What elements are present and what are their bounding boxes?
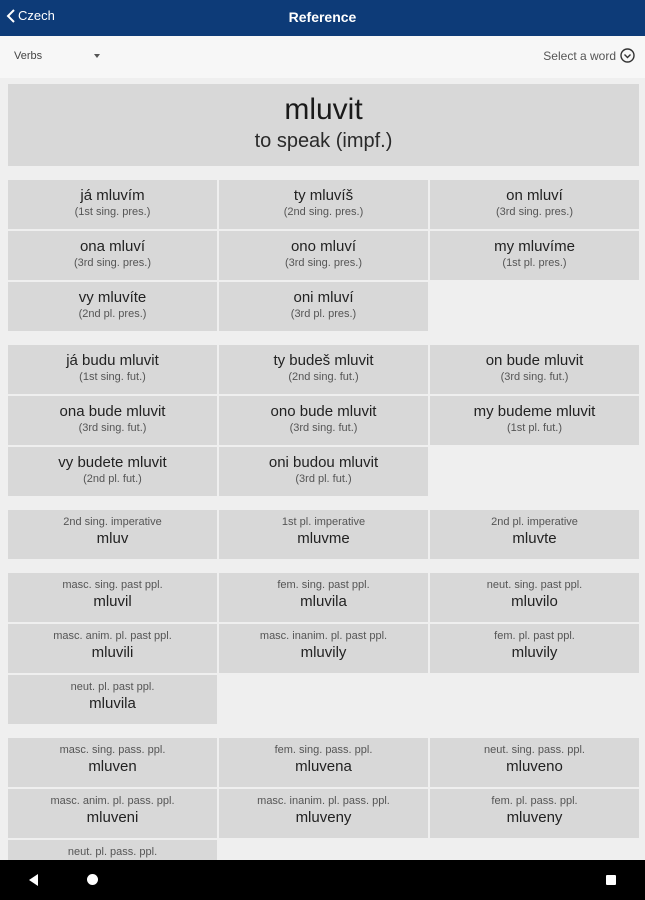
form-text: ona mluví: [79, 238, 146, 255]
system-nav-bar: [0, 860, 645, 900]
form-text: mluven: [88, 758, 137, 775]
form-text: ona bude mluvit: [59, 403, 166, 420]
nav-recents-icon[interactable]: [606, 875, 616, 885]
form-text: já budu mluvit: [66, 352, 159, 369]
conjugation-cell[interactable]: [8, 180, 217, 229]
form-label: neut. pl. pass. ppl.: [67, 846, 158, 858]
form-label: 2nd sing. imperative: [63, 516, 162, 528]
form-label: masc. sing. past ppl.: [62, 579, 163, 591]
conjugation-cell[interactable]: [219, 282, 428, 331]
conjugation-cell[interactable]: [8, 396, 217, 445]
conjugation-cell[interactable]: [219, 231, 428, 280]
conjugation-cell[interactable]: [8, 789, 217, 838]
conjugation-cell[interactable]: [430, 624, 639, 673]
form-label: (3rd pl. fut.): [295, 473, 352, 485]
form-label: masc. inanim. pl. past ppl.: [259, 630, 388, 642]
form-label: fem. pl. pass. ppl.: [491, 795, 578, 807]
conjugation-sections: [8, 180, 639, 889]
form-text: mluvili: [91, 644, 134, 661]
form-text: vy budete mluvit: [58, 454, 167, 471]
form-label: (2nd sing. pres.): [283, 206, 364, 218]
form-label: masc. anim. pl. past ppl.: [53, 630, 172, 642]
form-label: masc. anim. pl. pass. ppl.: [50, 795, 175, 807]
form-label: (3rd sing. fut.): [500, 371, 569, 383]
conjugation-cell[interactable]: [8, 675, 217, 724]
conjugation-grid: [8, 510, 639, 559]
back-label: Czech: [18, 8, 55, 23]
form-text: my budeme mluvit: [473, 403, 596, 420]
form-text: mluvena: [295, 758, 352, 775]
form-text: mluv: [96, 530, 129, 547]
form-text: já mluvím: [80, 187, 145, 204]
form-label: masc. inanim. pl. pass. ppl.: [257, 795, 390, 807]
conjugation-cell[interactable]: [8, 447, 217, 496]
conjugation-cell[interactable]: [430, 573, 639, 622]
form-text: ty mluvíš: [293, 187, 354, 204]
form-label: (3rd sing. pres.): [284, 257, 363, 269]
form-label: (1st sing. pres.): [74, 206, 151, 218]
form-text: my mluvíme: [494, 238, 575, 255]
form-text: mluvil: [93, 593, 132, 610]
filter-bar: [0, 36, 645, 78]
form-text: mluvila: [89, 695, 136, 712]
form-text: mluveno: [506, 758, 563, 775]
conjugation-cell[interactable]: [219, 180, 428, 229]
form-label: (3rd sing. pres.): [495, 206, 574, 218]
app-bar: [0, 0, 645, 36]
form-text: ono bude mluvit: [270, 403, 377, 420]
conjugation-cell[interactable]: [8, 738, 217, 787]
conjugation-cell[interactable]: [219, 738, 428, 787]
form-text: oni mluví: [293, 289, 354, 306]
category-dropdown[interactable]: [14, 50, 100, 62]
form-label: (1st pl. pres.): [502, 257, 567, 269]
form-label: (3rd pl. pres.): [290, 308, 357, 320]
word-header-card: [8, 84, 639, 166]
form-label: fem. sing. past ppl.: [277, 579, 370, 591]
form-label: neut. sing. pass. ppl.: [484, 744, 585, 756]
form-text: mluveni: [86, 809, 139, 826]
form-label: fem. pl. past ppl.: [494, 630, 575, 642]
form-label: (1st sing. fut.): [79, 371, 146, 383]
conjugation-cell[interactable]: [219, 396, 428, 445]
conjugation-cell[interactable]: [219, 447, 428, 496]
conjugation-cell[interactable]: [8, 510, 217, 559]
conjugation-cell[interactable]: [430, 345, 639, 394]
form-label: (3rd sing. pres.): [73, 257, 152, 269]
conjugation-cell[interactable]: [8, 231, 217, 280]
form-text: mluvme: [297, 530, 350, 547]
conjugation-cell[interactable]: [430, 231, 639, 280]
conjugation-cell[interactable]: [219, 510, 428, 559]
form-label: masc. sing. pass. ppl.: [59, 744, 166, 756]
form-label: (3rd sing. fut.): [289, 422, 358, 434]
conjugation-cell[interactable]: [430, 180, 639, 229]
nav-home-icon[interactable]: [87, 874, 98, 885]
conjugation-cell[interactable]: [430, 510, 639, 559]
conjugation-cell[interactable]: [219, 345, 428, 394]
form-text: on bude mluvit: [485, 352, 584, 369]
form-label: (2nd sing. fut.): [288, 371, 359, 383]
page-title: Reference: [288, 9, 357, 25]
circle-chevron-down-icon: [620, 48, 635, 63]
form-label: 2nd pl. imperative: [491, 516, 578, 528]
conjugation-cell[interactable]: [219, 573, 428, 622]
conjugation-cell[interactable]: [219, 624, 428, 673]
form-text: vy mluvíte: [78, 289, 147, 306]
form-text: mluvily: [300, 644, 347, 661]
form-text: on mluví: [506, 187, 563, 204]
conjugation-grid: [8, 573, 639, 724]
conjugation-cell[interactable]: [430, 738, 639, 787]
conjugation-grid: [8, 345, 639, 496]
conjugation-cell[interactable]: [219, 789, 428, 838]
form-label: neut. pl. past ppl.: [70, 681, 155, 693]
form-text: oni budou mluvit: [268, 454, 379, 471]
conjugation-grid: [8, 180, 639, 331]
select-word-label: Select a word: [543, 48, 616, 63]
conjugation-cell[interactable]: [430, 789, 639, 838]
form-text: mluvilo: [511, 593, 558, 610]
caret-down-icon: [94, 54, 100, 58]
conjugation-cell[interactable]: [8, 624, 217, 673]
form-text: mluvte: [512, 530, 557, 547]
headword: mluvit: [284, 93, 363, 126]
form-text: mluveny: [295, 809, 352, 826]
form-label: 1st pl. imperative: [281, 516, 366, 528]
form-text: mluvily: [511, 644, 558, 661]
conjugation-cell[interactable]: [8, 345, 217, 394]
form-label: (3rd sing. fut.): [78, 422, 147, 434]
reference-content[interactable]: [8, 84, 639, 860]
conjugation-cell[interactable]: [8, 282, 217, 331]
form-label: fem. sing. pass. ppl.: [274, 744, 373, 756]
category-label: Verbs: [14, 50, 43, 62]
form-text: ono mluví: [290, 238, 357, 255]
form-label: (2nd pl. pres.): [78, 308, 147, 320]
select-word-button[interactable]: [543, 48, 635, 63]
conjugation-cell[interactable]: [8, 573, 217, 622]
form-label: (1st pl. fut.): [506, 422, 563, 434]
form-text: ty budeš mluvit: [273, 352, 374, 369]
form-label: neut. sing. past ppl.: [486, 579, 583, 591]
form-label: (2nd pl. fut.): [83, 473, 142, 485]
form-text: mluvila: [300, 593, 347, 610]
form-text: mluveny: [506, 809, 563, 826]
nav-back-icon[interactable]: [29, 874, 38, 886]
conjugation-cell[interactable]: [430, 396, 639, 445]
translation: to speak (impf.): [254, 130, 393, 152]
